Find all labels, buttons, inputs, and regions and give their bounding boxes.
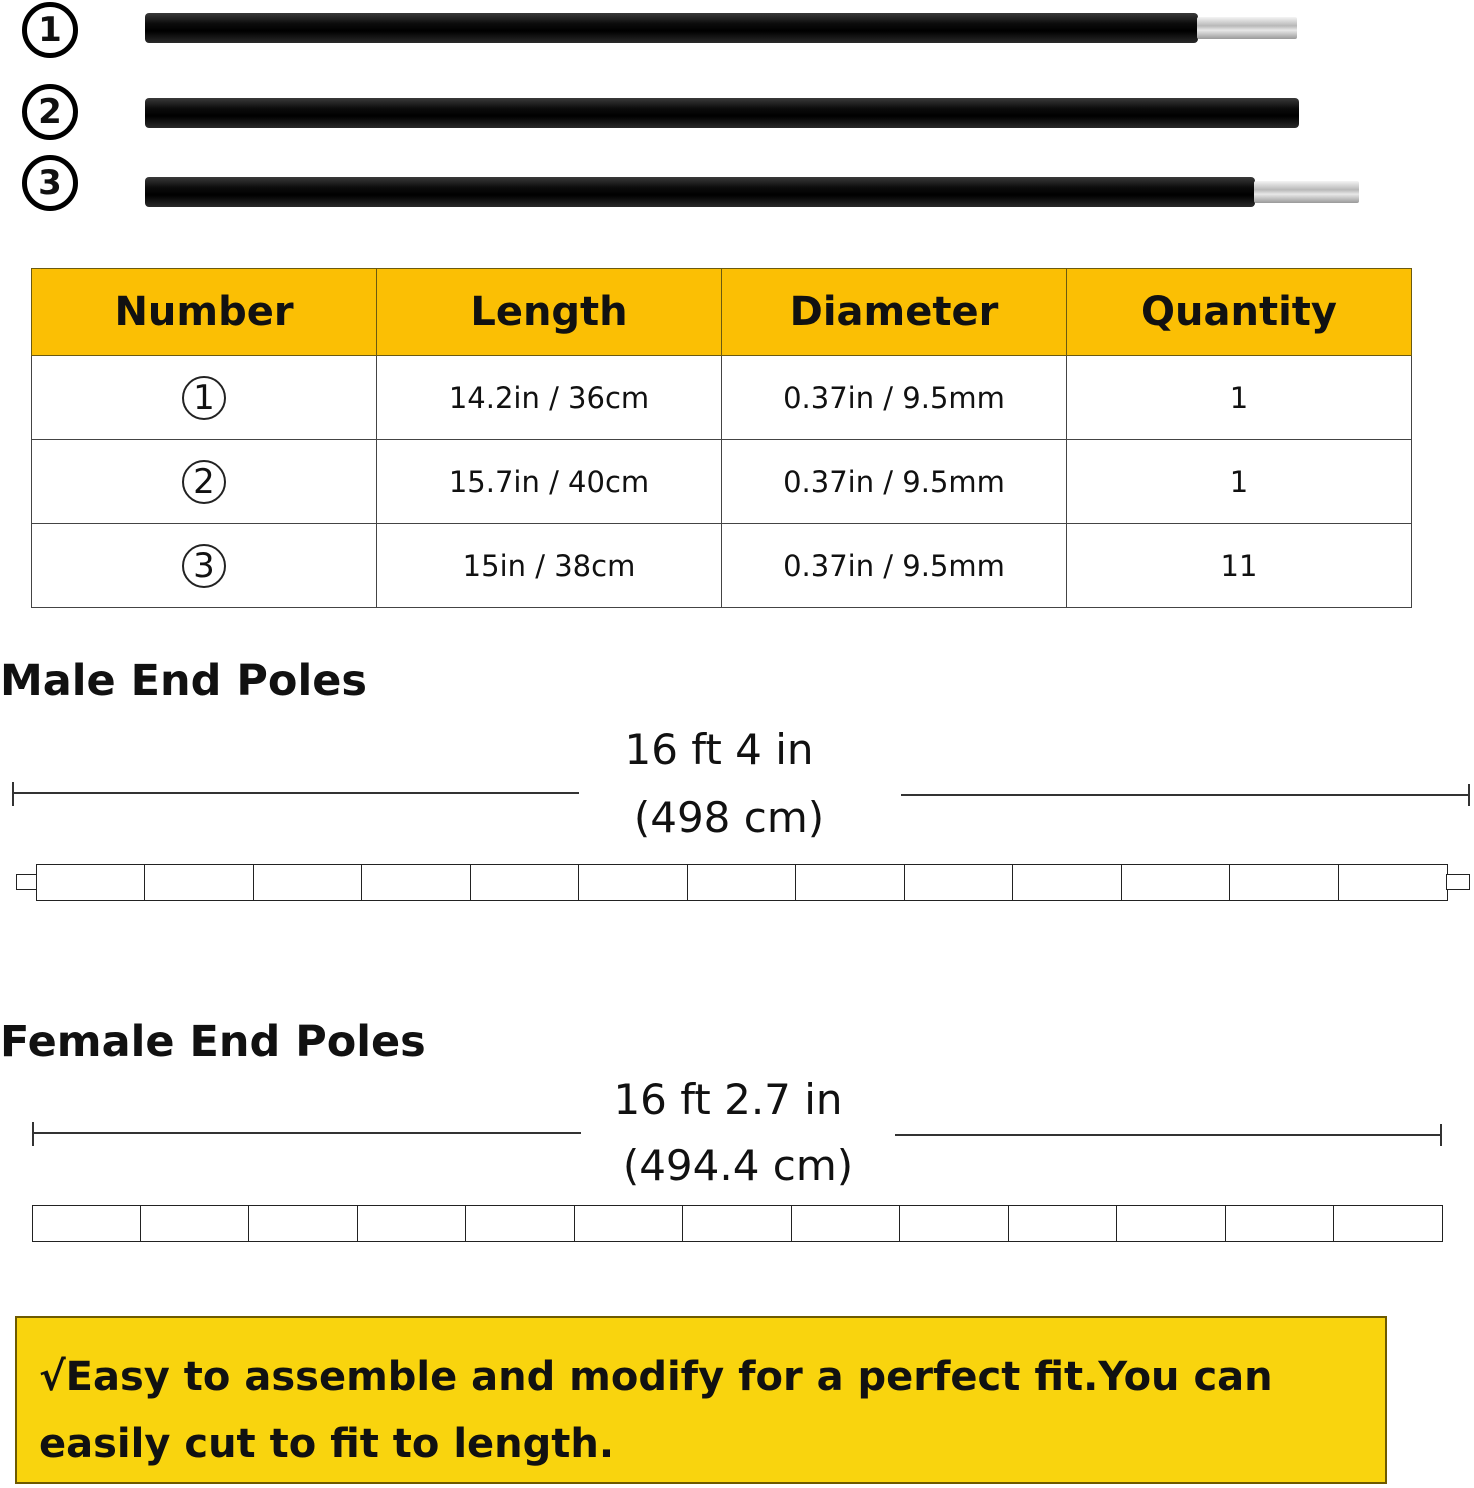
- header-length: Length: [377, 269, 722, 356]
- pole-segment: [1116, 1205, 1226, 1242]
- male-end-cap-right: [1446, 874, 1470, 890]
- cell-quantity: 11: [1067, 524, 1412, 608]
- pole-segment: [32, 1205, 142, 1242]
- male-pole-diagram: [37, 864, 1448, 901]
- male-section-title: Male End Poles: [0, 656, 367, 706]
- male-dim-tick-left: [12, 782, 14, 806]
- pole-number-badge: 3: [22, 155, 78, 211]
- male-length-cm: (498 cm): [633, 793, 825, 842]
- cell-length: 15in / 38cm: [377, 524, 722, 608]
- male-dim-line-left: [12, 792, 579, 794]
- circled-number: 1: [182, 376, 226, 420]
- cell-diameter: 0.37in / 9.5mm: [722, 356, 1067, 440]
- pole-segment: [1225, 1205, 1335, 1242]
- female-dim-line-right: [895, 1134, 1441, 1136]
- pole-number-badge: 2: [22, 84, 78, 140]
- table-header-row: [32, 269, 1412, 356]
- pole-row-2: [0, 84, 1474, 144]
- table-row: [32, 440, 1412, 524]
- female-length-ft: 16 ft 2.7 in: [613, 1075, 843, 1124]
- pole-1-silver-tip: [1197, 17, 1297, 39]
- header-number: Number: [32, 269, 377, 356]
- pole-segment: [253, 864, 363, 901]
- pole-segment: [1229, 864, 1339, 901]
- pole-segment: [574, 1205, 684, 1242]
- pole-segment: [899, 1205, 1009, 1242]
- circled-number: 3: [182, 544, 226, 588]
- cell-number: [32, 356, 377, 440]
- pole-segment: [791, 1205, 901, 1242]
- female-dim-tick-right: [1440, 1124, 1442, 1146]
- header-diameter: Diameter: [722, 269, 1067, 356]
- female-dim-line-left: [32, 1132, 581, 1134]
- cell-diameter: 0.37in / 9.5mm: [722, 440, 1067, 524]
- pole-segment: [361, 864, 471, 901]
- pole-segment: [687, 864, 797, 901]
- header-quantity: Quantity: [1067, 269, 1412, 356]
- pole-segment: [36, 864, 146, 901]
- male-dim-line-right: [901, 794, 1469, 796]
- female-dim-tick-left: [32, 1122, 34, 1146]
- cell-length: 14.2in / 36cm: [377, 356, 722, 440]
- pole-segment: [1121, 864, 1231, 901]
- pole-segment: [795, 864, 905, 901]
- pole-segment: [682, 1205, 792, 1242]
- female-section-title: Female End Poles: [0, 1017, 426, 1067]
- pole-segment: [357, 1205, 467, 1242]
- pole-segment: [144, 864, 254, 901]
- pole-segment: [470, 864, 580, 901]
- pole-2-black-tube: [145, 98, 1299, 128]
- pole-1-black-tube: [145, 13, 1198, 43]
- pole-number-badge: 1: [22, 2, 78, 58]
- cell-number: [32, 440, 377, 524]
- pole-segment: [578, 864, 688, 901]
- pole-3-silver-tip: [1254, 181, 1359, 203]
- cell-length: 15.7in / 40cm: [377, 440, 722, 524]
- pole-segment: [904, 864, 1014, 901]
- pole-segment: [140, 1205, 250, 1242]
- table-row: [32, 524, 1412, 608]
- pole-segment: [465, 1205, 575, 1242]
- male-dim-tick-right: [1468, 784, 1470, 806]
- pole-row-3: [0, 155, 1474, 215]
- pole-segment: [1338, 864, 1448, 901]
- pole-segment: [248, 1205, 358, 1242]
- pole-3-black-tube: [145, 177, 1255, 207]
- cell-number: [32, 524, 377, 608]
- table-row: [32, 356, 1412, 440]
- pole-segment: [1012, 864, 1122, 901]
- pole-segment: [1333, 1205, 1443, 1242]
- circled-number: 2: [182, 460, 226, 504]
- spec-table: [31, 268, 1412, 608]
- assembly-note: √Easy to assemble and modify for a perfect fit.You can easily cut to fit to length.: [15, 1316, 1387, 1484]
- pole-row-1: [0, 0, 1474, 60]
- cell-quantity: 1: [1067, 356, 1412, 440]
- cell-quantity: 1: [1067, 440, 1412, 524]
- pole-segment: [1008, 1205, 1118, 1242]
- female-length-cm: (494.4 cm): [622, 1141, 854, 1190]
- female-pole-diagram: [33, 1205, 1443, 1242]
- cell-diameter: 0.37in / 9.5mm: [722, 524, 1067, 608]
- male-length-ft: 16 ft 4 in: [624, 725, 814, 774]
